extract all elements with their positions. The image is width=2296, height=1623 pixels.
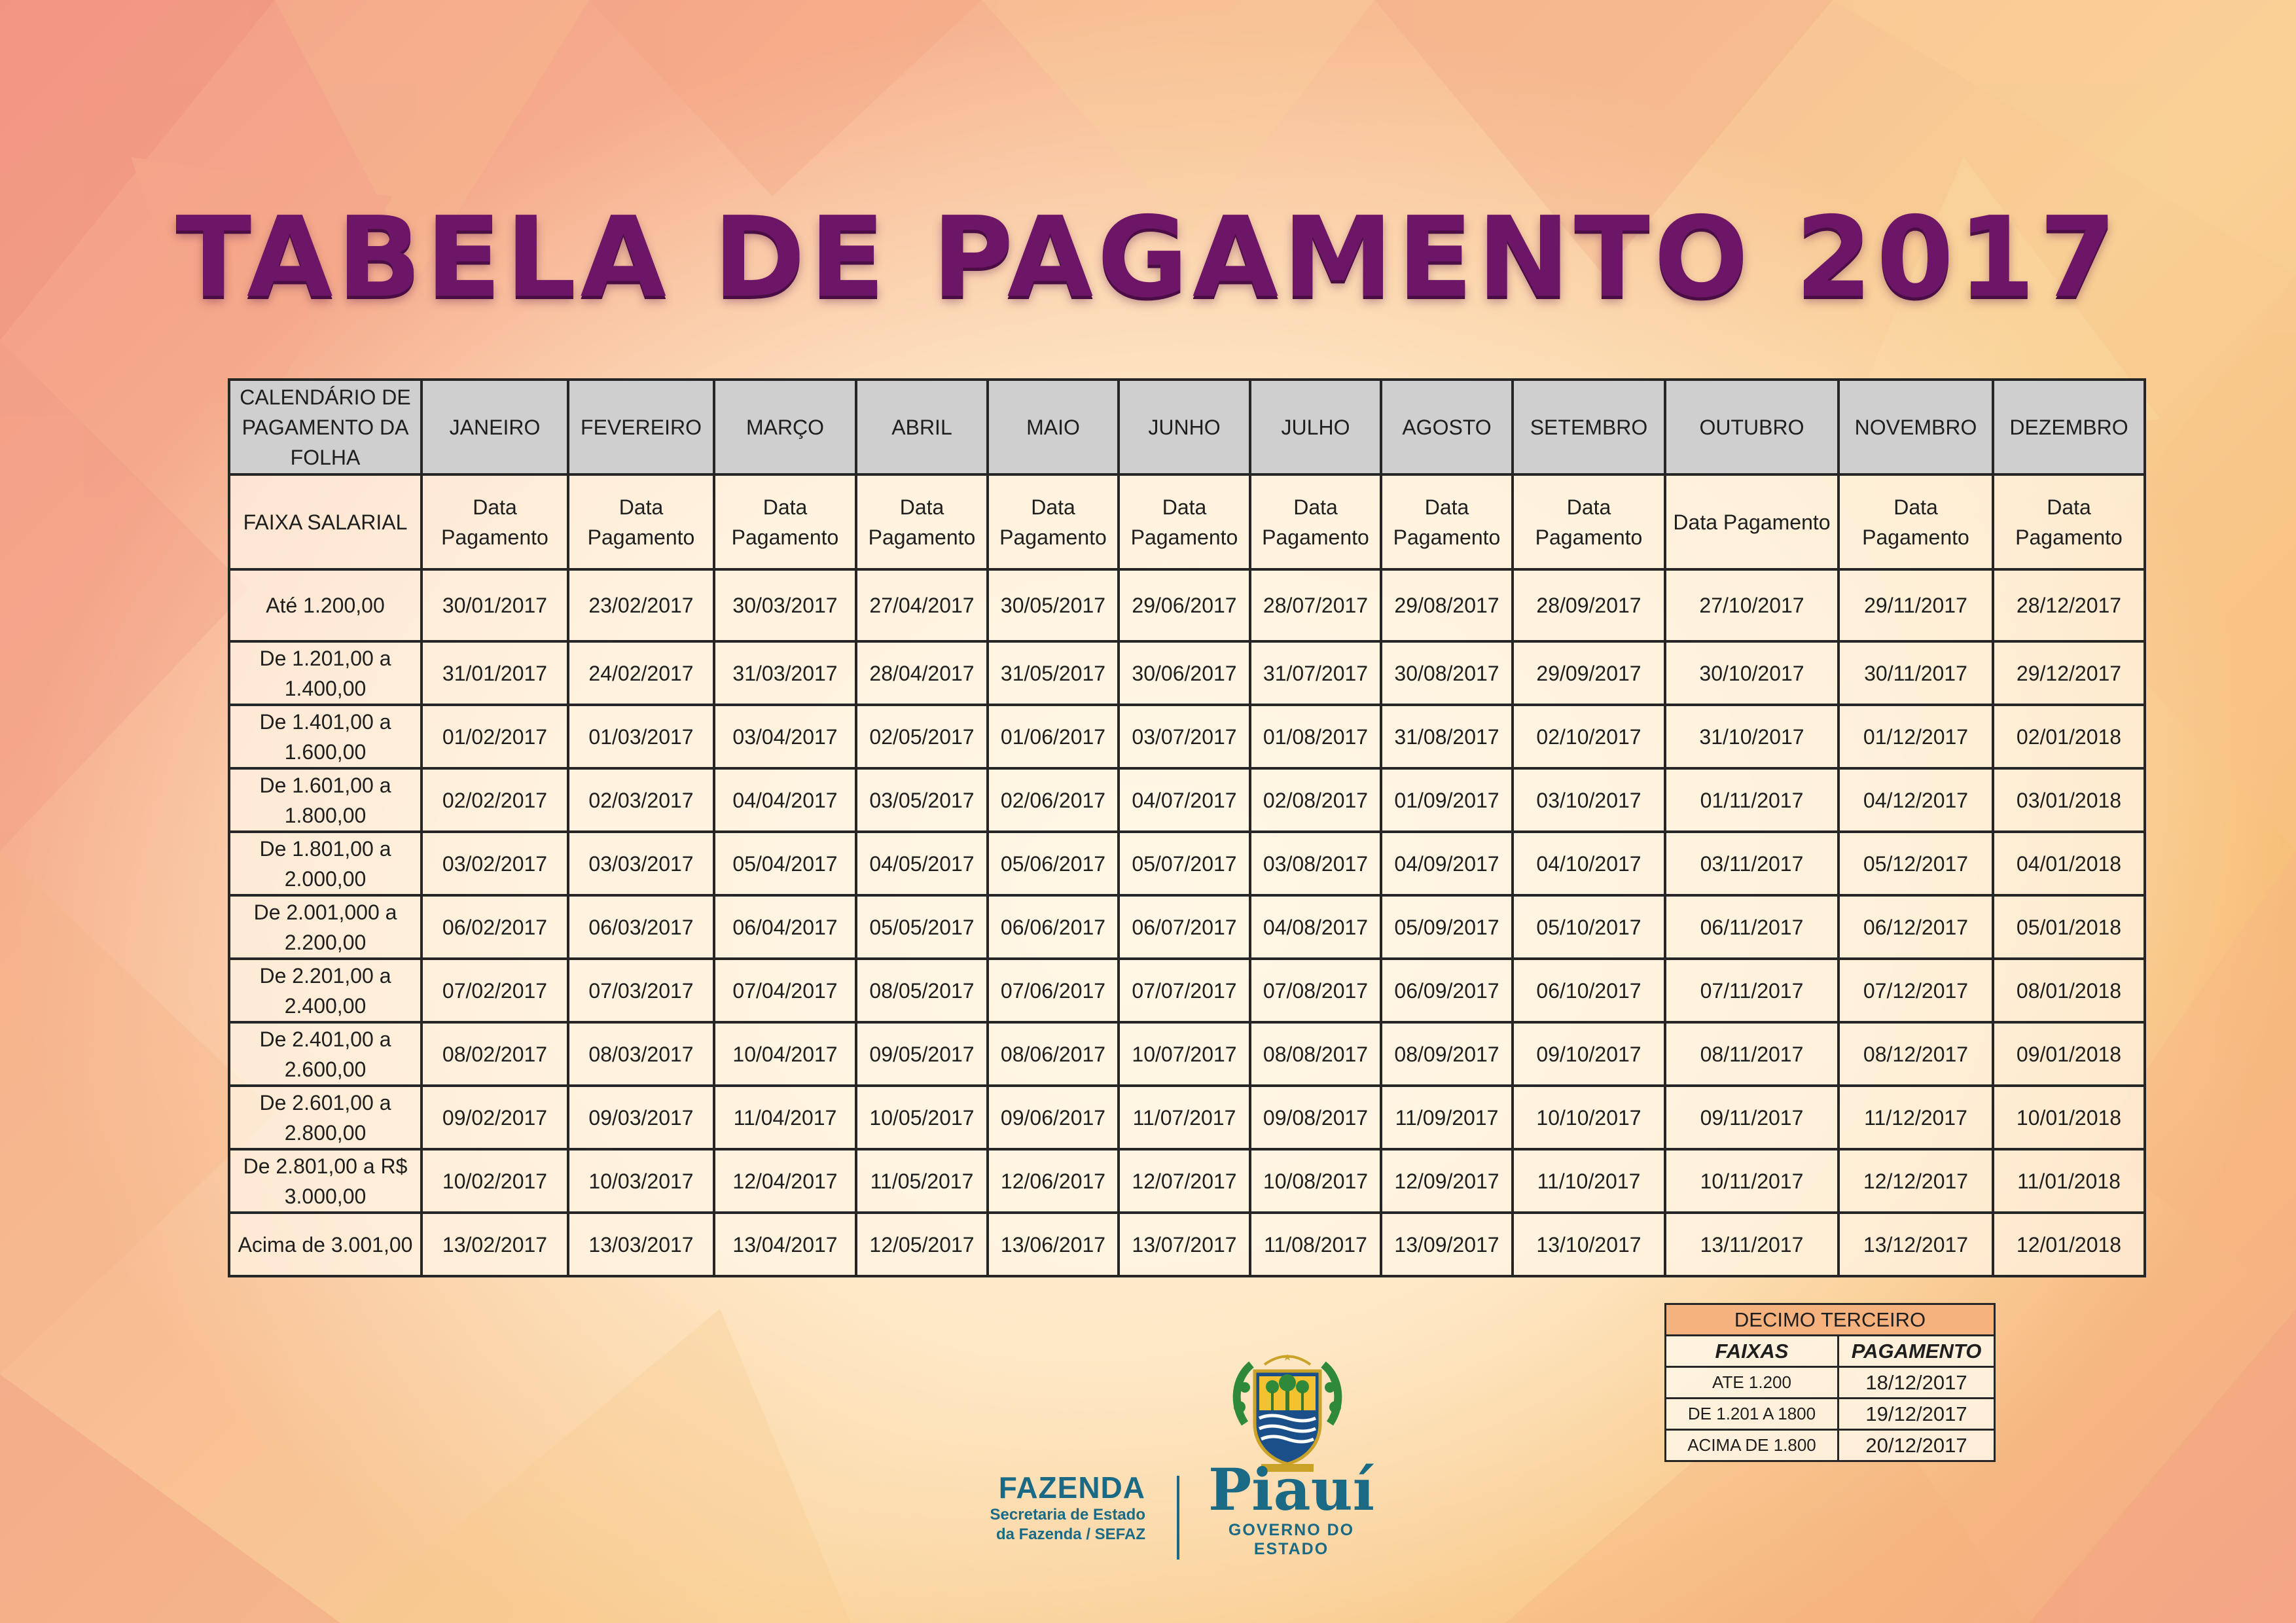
decimo-row bbox=[1666, 1399, 1995, 1430]
payment-date-cell: 12/09/2017 bbox=[1381, 1149, 1513, 1213]
decimo-pagamento-header: PAGAMENTO bbox=[1839, 1336, 1995, 1367]
payment-date-cell: 12/06/2017 bbox=[988, 1149, 1119, 1213]
data-pagamento-header: Data Pagamento bbox=[1513, 474, 1665, 569]
payment-date-cell: 31/08/2017 bbox=[1381, 705, 1513, 768]
payment-date-cell: 04/10/2017 bbox=[1513, 832, 1665, 895]
payment-date-cell: 29/12/2017 bbox=[1993, 641, 2145, 705]
payment-date-cell: 10/04/2017 bbox=[714, 1022, 856, 1086]
faixa-salarial-cell: De 2.801,00 a R$ 3.000,00 bbox=[229, 1149, 422, 1213]
payment-date-cell: 04/04/2017 bbox=[714, 768, 856, 832]
data-pagamento-header: Data Pagamento bbox=[1119, 474, 1250, 569]
payment-date-cell: 07/04/2017 bbox=[714, 959, 856, 1022]
faixa-salarial-cell: Acima de 3.001,00 bbox=[229, 1213, 422, 1276]
payment-date-cell: 03/05/2017 bbox=[856, 768, 988, 832]
payment-date-cell: 06/02/2017 bbox=[422, 895, 568, 959]
payment-date-cell: 30/05/2017 bbox=[988, 569, 1119, 641]
payment-date-cell: 10/08/2017 bbox=[1250, 1149, 1381, 1213]
faixa-salarial-cell: Até 1.200,00 bbox=[229, 569, 422, 641]
payment-date-cell: 13/09/2017 bbox=[1381, 1213, 1513, 1276]
payment-date-cell: 04/05/2017 bbox=[856, 832, 988, 895]
payment-date-cell: 05/06/2017 bbox=[988, 832, 1119, 895]
payment-date-cell: 30/01/2017 bbox=[422, 569, 568, 641]
payment-date-cell: 06/10/2017 bbox=[1513, 959, 1665, 1022]
table-row bbox=[229, 1213, 2145, 1276]
payment-date-cell: 13/12/2017 bbox=[1839, 1213, 1993, 1276]
table-row bbox=[229, 1086, 2145, 1149]
payment-date-cell: 28/12/2017 bbox=[1993, 569, 2145, 641]
payment-date-cell: 28/04/2017 bbox=[856, 641, 988, 705]
data-pagamento-header: Data Pagamento bbox=[856, 474, 988, 569]
table-row bbox=[229, 895, 2145, 959]
payment-date-cell: 02/01/2018 bbox=[1993, 705, 2145, 768]
payment-date-cell: 13/04/2017 bbox=[714, 1213, 856, 1276]
payment-date-cell: 09/08/2017 bbox=[1250, 1086, 1381, 1149]
payment-date-cell: 12/07/2017 bbox=[1119, 1149, 1250, 1213]
payment-schedule-table bbox=[228, 378, 2146, 1277]
payment-date-cell: 08/11/2017 bbox=[1665, 1022, 1839, 1086]
payment-date-cell: 27/10/2017 bbox=[1665, 569, 1839, 641]
payment-date-cell: 03/10/2017 bbox=[1513, 768, 1665, 832]
table-row bbox=[229, 832, 2145, 895]
payment-date-cell: 09/11/2017 bbox=[1665, 1086, 1839, 1149]
payment-date-cell: 04/07/2017 bbox=[1119, 768, 1250, 832]
payment-date-cell: 03/01/2018 bbox=[1993, 768, 2145, 832]
payment-date-cell: 07/02/2017 bbox=[422, 959, 568, 1022]
payment-date-cell: 05/05/2017 bbox=[856, 895, 988, 959]
decimo-terceiro-table bbox=[1664, 1303, 1996, 1462]
month-header-8: SETEMBRO bbox=[1513, 380, 1665, 474]
decimo-title-row bbox=[1666, 1304, 1995, 1336]
payment-date-cell: 02/02/2017 bbox=[422, 768, 568, 832]
payment-date-cell: 04/01/2018 bbox=[1993, 832, 2145, 895]
payment-date-cell: 08/03/2017 bbox=[568, 1022, 714, 1086]
faixa-salarial-cell: De 2.001,000 a 2.200,00 bbox=[229, 895, 422, 959]
faixa-salarial-cell: De 1.201,00 a 1.400,00 bbox=[229, 641, 422, 705]
payment-date-cell: 13/02/2017 bbox=[422, 1213, 568, 1276]
table-row bbox=[229, 768, 2145, 832]
payment-date-cell: 02/05/2017 bbox=[856, 705, 988, 768]
payment-date-cell: 07/07/2017 bbox=[1119, 959, 1250, 1022]
payment-date-cell: 09/03/2017 bbox=[568, 1086, 714, 1149]
decimo-title: DECIMO TERCEIRO bbox=[1666, 1304, 1995, 1336]
payment-date-cell: 30/08/2017 bbox=[1381, 641, 1513, 705]
subheader-row bbox=[229, 474, 2145, 569]
payment-date-cell: 01/06/2017 bbox=[988, 705, 1119, 768]
payment-date-cell: 28/09/2017 bbox=[1513, 569, 1665, 641]
data-pagamento-header: Data Pagamento bbox=[1993, 474, 2145, 569]
decimo-faixa-cell: ACIMA DE 1.800 bbox=[1666, 1430, 1839, 1461]
payment-date-cell: 31/01/2017 bbox=[422, 641, 568, 705]
decimo-data-cell: 20/12/2017 bbox=[1839, 1430, 1995, 1461]
payment-date-cell: 04/08/2017 bbox=[1250, 895, 1381, 959]
table-row bbox=[229, 959, 2145, 1022]
payment-date-cell: 04/09/2017 bbox=[1381, 832, 1513, 895]
payment-date-cell: 13/03/2017 bbox=[568, 1213, 714, 1276]
faixa-salarial-cell: De 1.801,00 a 2.000,00 bbox=[229, 832, 422, 895]
decimo-faixa-cell: ATE 1.200 bbox=[1666, 1367, 1839, 1399]
payment-date-cell: 07/11/2017 bbox=[1665, 959, 1839, 1022]
sefaz-logo bbox=[982, 1470, 1145, 1544]
decimo-faixas-header: FAIXAS bbox=[1666, 1336, 1839, 1367]
payment-date-cell: 29/08/2017 bbox=[1381, 569, 1513, 641]
table-row bbox=[229, 1022, 2145, 1086]
payment-date-cell: 12/04/2017 bbox=[714, 1149, 856, 1213]
payment-date-cell: 09/06/2017 bbox=[988, 1086, 1119, 1149]
decimo-row bbox=[1666, 1430, 1995, 1461]
payment-date-cell: 29/09/2017 bbox=[1513, 641, 1665, 705]
month-header-1: FEVEREIRO bbox=[568, 380, 714, 474]
payment-date-cell: 05/01/2018 bbox=[1993, 895, 2145, 959]
month-header-6: JULHO bbox=[1250, 380, 1381, 474]
payment-date-cell: 11/05/2017 bbox=[856, 1149, 988, 1213]
payment-date-cell: 03/08/2017 bbox=[1250, 832, 1381, 895]
payment-date-cell: 10/11/2017 bbox=[1665, 1149, 1839, 1213]
payment-date-cell: 28/07/2017 bbox=[1250, 569, 1381, 641]
payment-date-cell: 01/08/2017 bbox=[1250, 705, 1381, 768]
decimo-data-cell: 18/12/2017 bbox=[1839, 1367, 1995, 1399]
payment-date-cell: 10/07/2017 bbox=[1119, 1022, 1250, 1086]
data-pagamento-header: Data Pagamento bbox=[568, 474, 714, 569]
month-header-9: OUTUBRO bbox=[1665, 380, 1839, 474]
payment-date-cell: 09/02/2017 bbox=[422, 1086, 568, 1149]
data-pagamento-header: Data Pagamento bbox=[1665, 474, 1839, 569]
payment-date-cell: 08/09/2017 bbox=[1381, 1022, 1513, 1086]
payment-date-cell: 11/10/2017 bbox=[1513, 1149, 1665, 1213]
month-header-3: ABRIL bbox=[856, 380, 988, 474]
payment-date-cell: 30/06/2017 bbox=[1119, 641, 1250, 705]
payment-date-cell: 06/04/2017 bbox=[714, 895, 856, 959]
payment-date-cell: 29/11/2017 bbox=[1839, 569, 1993, 641]
payment-date-cell: 06/07/2017 bbox=[1119, 895, 1250, 959]
fazenda-wordmark: FAZENDA bbox=[998, 1471, 1145, 1505]
payment-date-cell: 01/03/2017 bbox=[568, 705, 714, 768]
payment-date-cell: 11/01/2018 bbox=[1993, 1149, 2145, 1213]
payment-date-cell: 13/11/2017 bbox=[1665, 1213, 1839, 1276]
secretaria-line-1: Secretaria de Estado bbox=[990, 1506, 1145, 1524]
faixa-salarial-cell: De 1.401,00 a 1.600,00 bbox=[229, 705, 422, 768]
secretaria-line-2: da Fazenda / SEFAZ bbox=[996, 1525, 1145, 1543]
payment-date-cell: 06/12/2017 bbox=[1839, 895, 1993, 959]
data-pagamento-header: Data Pagamento bbox=[1839, 474, 1993, 569]
payment-date-cell: 03/07/2017 bbox=[1119, 705, 1250, 768]
payment-date-cell: 31/07/2017 bbox=[1250, 641, 1381, 705]
decimo-data-cell: 19/12/2017 bbox=[1839, 1399, 1995, 1430]
payment-date-cell: 11/09/2017 bbox=[1381, 1086, 1513, 1149]
payment-date-cell: 12/05/2017 bbox=[856, 1213, 988, 1276]
decimo-column-headers bbox=[1666, 1336, 1995, 1367]
payment-date-cell: 07/06/2017 bbox=[988, 959, 1119, 1022]
payment-date-cell: 02/06/2017 bbox=[988, 768, 1119, 832]
payment-date-cell: 08/08/2017 bbox=[1250, 1022, 1381, 1086]
data-pagamento-header: Data Pagamento bbox=[1250, 474, 1381, 569]
decimo-row bbox=[1666, 1367, 1995, 1399]
piaui-logo bbox=[1203, 1455, 1380, 1559]
payment-date-cell: 12/01/2018 bbox=[1993, 1213, 2145, 1276]
payment-date-cell: 05/10/2017 bbox=[1513, 895, 1665, 959]
payment-date-cell: 09/10/2017 bbox=[1513, 1022, 1665, 1086]
payment-date-cell: 13/07/2017 bbox=[1119, 1213, 1250, 1276]
payment-date-cell: 12/12/2017 bbox=[1839, 1149, 1993, 1213]
payment-date-cell: 31/03/2017 bbox=[714, 641, 856, 705]
data-pagamento-header: Data Pagamento bbox=[1381, 474, 1513, 569]
piaui-wordmark: Piauí bbox=[1208, 1455, 1375, 1524]
payment-date-cell: 07/08/2017 bbox=[1250, 959, 1381, 1022]
month-header-11: DEZEMBRO bbox=[1993, 380, 2145, 474]
faixa-salarial-header: FAIXA SALARIAL bbox=[229, 474, 422, 569]
payment-date-cell: 02/10/2017 bbox=[1513, 705, 1665, 768]
table-row bbox=[229, 641, 2145, 705]
payment-date-cell: 07/03/2017 bbox=[568, 959, 714, 1022]
month-header-7: AGOSTO bbox=[1381, 380, 1513, 474]
payment-date-cell: 06/09/2017 bbox=[1381, 959, 1513, 1022]
payment-date-cell: 08/06/2017 bbox=[988, 1022, 1119, 1086]
table-row bbox=[229, 569, 2145, 641]
corner-header-cell: CALENDÁRIO DE PAGAMENTO DA FOLHA bbox=[229, 380, 422, 474]
payment-date-cell: 09/01/2018 bbox=[1993, 1022, 2145, 1086]
payment-date-cell: 01/02/2017 bbox=[422, 705, 568, 768]
faixa-salarial-cell: De 2.201,00 a 2.400,00 bbox=[229, 959, 422, 1022]
payment-date-cell: 13/06/2017 bbox=[988, 1213, 1119, 1276]
payment-date-cell: 04/12/2017 bbox=[1839, 768, 1993, 832]
payment-date-cell: 08/05/2017 bbox=[856, 959, 988, 1022]
governo-do-estado-label: GOVERNO DO ESTADO bbox=[1228, 1521, 1355, 1558]
payment-date-cell: 01/12/2017 bbox=[1839, 705, 1993, 768]
payment-date-cell: 11/12/2017 bbox=[1839, 1086, 1993, 1149]
faixa-salarial-cell: De 1.601,00 a 1.800,00 bbox=[229, 768, 422, 832]
logo-divider bbox=[1177, 1476, 1179, 1560]
payment-date-cell: 11/04/2017 bbox=[714, 1086, 856, 1149]
month-header-5: JUNHO bbox=[1119, 380, 1250, 474]
month-header-10: NOVEMBRO bbox=[1839, 380, 1993, 474]
payment-date-cell: 05/12/2017 bbox=[1839, 832, 1993, 895]
month-header-4: MAIO bbox=[988, 380, 1119, 474]
payment-date-cell: 10/05/2017 bbox=[856, 1086, 988, 1149]
month-header-row bbox=[229, 380, 2145, 474]
payment-date-cell: 29/06/2017 bbox=[1119, 569, 1250, 641]
payment-date-cell: 27/04/2017 bbox=[856, 569, 988, 641]
payment-date-cell: 06/06/2017 bbox=[988, 895, 1119, 959]
payment-date-cell: 05/07/2017 bbox=[1119, 832, 1250, 895]
data-pagamento-header: Data Pagamento bbox=[988, 474, 1119, 569]
month-header-0: JANEIRO bbox=[422, 380, 568, 474]
table-row bbox=[229, 705, 2145, 768]
payment-date-cell: 30/03/2017 bbox=[714, 569, 856, 641]
payment-date-cell: 10/01/2018 bbox=[1993, 1086, 2145, 1149]
payment-date-cell: 10/03/2017 bbox=[568, 1149, 714, 1213]
payment-date-cell: 30/10/2017 bbox=[1665, 641, 1839, 705]
payment-date-cell: 13/10/2017 bbox=[1513, 1213, 1665, 1276]
payment-date-cell: 10/02/2017 bbox=[422, 1149, 568, 1213]
payment-date-cell: 03/02/2017 bbox=[422, 832, 568, 895]
payment-date-cell: 03/04/2017 bbox=[714, 705, 856, 768]
faixa-salarial-cell: De 2.401,00 a 2.600,00 bbox=[229, 1022, 422, 1086]
payment-date-cell: 02/03/2017 bbox=[568, 768, 714, 832]
payment-date-cell: 23/02/2017 bbox=[568, 569, 714, 641]
payment-date-cell: 01/09/2017 bbox=[1381, 768, 1513, 832]
payment-date-cell: 30/11/2017 bbox=[1839, 641, 1993, 705]
data-pagamento-header: Data Pagamento bbox=[714, 474, 856, 569]
payment-date-cell: 08/02/2017 bbox=[422, 1022, 568, 1086]
payment-date-cell: 11/07/2017 bbox=[1119, 1086, 1250, 1149]
table-row bbox=[229, 1149, 2145, 1213]
payment-date-cell: 01/11/2017 bbox=[1665, 768, 1839, 832]
payment-date-cell: 02/08/2017 bbox=[1250, 768, 1381, 832]
faixa-salarial-cell: De 2.601,00 a 2.800,00 bbox=[229, 1086, 422, 1149]
payment-date-cell: 08/01/2018 bbox=[1993, 959, 2145, 1022]
payment-date-cell: 08/12/2017 bbox=[1839, 1022, 1993, 1086]
decimo-faixa-cell: DE 1.201 A 1800 bbox=[1666, 1399, 1839, 1430]
payment-date-cell: 03/03/2017 bbox=[568, 832, 714, 895]
page-title: TABELA DE PAGAMENTO 2017 bbox=[175, 193, 2121, 323]
payment-date-cell: 06/11/2017 bbox=[1665, 895, 1839, 959]
payment-date-cell: 11/08/2017 bbox=[1250, 1213, 1381, 1276]
payment-date-cell: 05/04/2017 bbox=[714, 832, 856, 895]
data-pagamento-header: Data Pagamento bbox=[422, 474, 568, 569]
payment-date-cell: 31/05/2017 bbox=[988, 641, 1119, 705]
payment-date-cell: 05/09/2017 bbox=[1381, 895, 1513, 959]
payment-date-cell: 07/12/2017 bbox=[1839, 959, 1993, 1022]
payment-date-cell: 24/02/2017 bbox=[568, 641, 714, 705]
payment-date-cell: 10/10/2017 bbox=[1513, 1086, 1665, 1149]
payment-date-cell: 31/10/2017 bbox=[1665, 705, 1839, 768]
payment-date-cell: 03/11/2017 bbox=[1665, 832, 1839, 895]
payment-date-cell: 09/05/2017 bbox=[856, 1022, 988, 1086]
payment-date-cell: 06/03/2017 bbox=[568, 895, 714, 959]
month-header-2: MARÇO bbox=[714, 380, 856, 474]
